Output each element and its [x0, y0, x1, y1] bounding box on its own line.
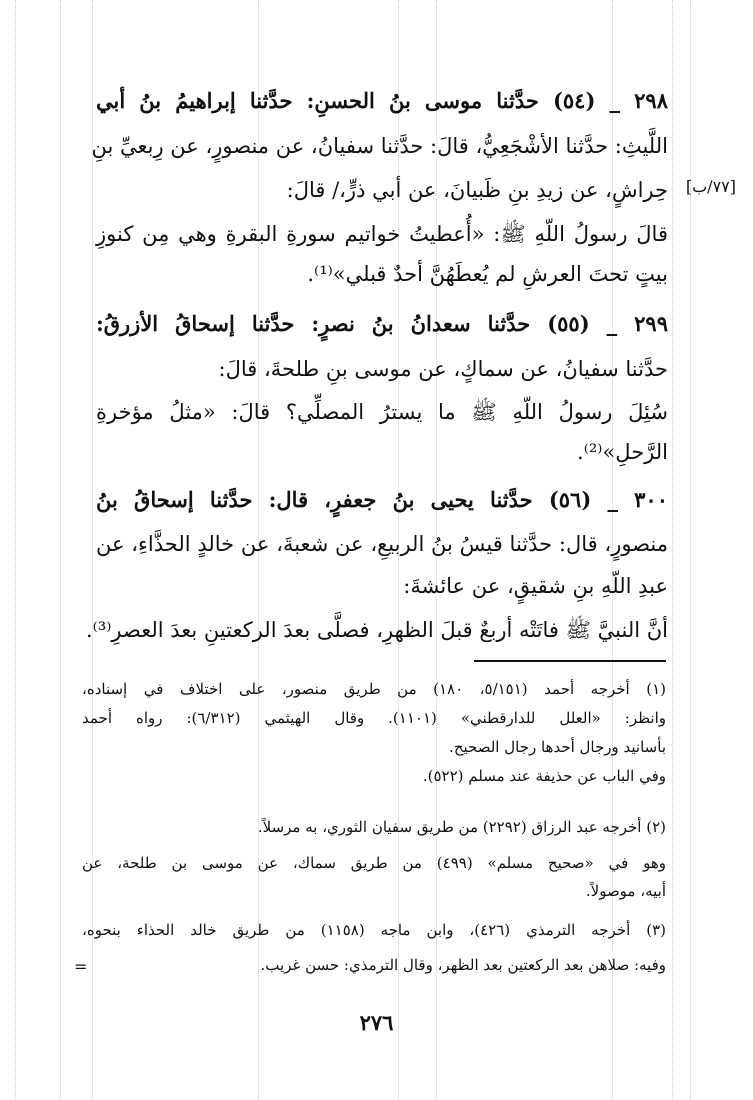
footnote-1-line-2: وانظر: «العلل للدارقطني» (١١٠١). وقال الهيثمي (٦/٣١٢): رواه أحمد — [82, 709, 666, 727]
footnote-2-line-3: أبيه، موصولاً. — [585, 882, 666, 900]
page-guide-line — [60, 0, 61, 1100]
footnote-1-line-4: وفي الباب عن حذيفة عند مسلم (٥٢٢). — [422, 767, 666, 785]
footnote-1-line-1: (١) أخرجه أحمد (٥/١٥١، ١٨٠) من طريق منصور، على اختلاف في إسناده، — [82, 680, 666, 698]
page-guide-line — [690, 0, 691, 1100]
hadith-300-matn: أنَّ النبيَّ ﷺ فاتَتْه أربعٌ قبلَ الظهرِ، فصلَّى بعدَ الركعتينِ بعدَ العصرِ⁽³⁾. — [85, 618, 668, 642]
hadith-299-line-2: حدَّثنا سفيانُ، عن سماكٍ، عن موسى بنِ طلحةَ، قالَ: — [218, 357, 668, 381]
hadith-299-matn-1: سُئِلَ رسولُ اللّهِ ﷺ ما يسترُ المصلِّي؟ قالَ: «مثلُ مؤخرةِ — [96, 400, 668, 424]
footnote-separator — [474, 660, 666, 662]
hadith-300-line-1: ٣٠٠ _ (٥٦) حدَّثنا يحيى بنُ جعفرٍ، قال: حدَّثنا إسحاقُ بنُ — [96, 487, 668, 512]
continuation-mark: = — [74, 957, 88, 976]
hadith-298-matn-1: قالَ رسولُ اللّهِ ﷺ: «أُعطيتُ خواتيم سورةِ البقرةِ وهي مِن كنوزِ — [96, 222, 668, 246]
hadith-300-line-2: منصورٍ، قال: حدَّثنا قيسُ بنُ الربيعِ، عن شعبةَ، عن خالدٍ الحذَّاءِ، عن — [96, 532, 668, 556]
footnote-3-line-1: (٣) أخرجه الترمذي (٤٢٦)، وابن ماجه (١١٥٨) من طريق خالد الحذاء بنحوه، — [82, 921, 666, 939]
footnote-2-line-1: (٢) أخرجه عبد الرزاق (٢٢٩٢) من طريق سفيان الثوري، به مرسلاً. — [257, 818, 666, 836]
hadith-300-line-3: عبدِ اللّهِ بنِ شقيقٍ، عن عائشةَ: — [403, 574, 668, 598]
footnote-1-line-3: بأسانيد ورجال أحدها رجال الصحيح. — [449, 738, 666, 756]
hadith-298-line-3: حِراشٍ، عن زيدِ بنِ ظَبيانَ، عن أبي ذرٍّ،/ قالَ: — [286, 178, 668, 202]
hadith-298-matn-2: بيتٍ تحتَ العرشِ لم يُعطَهُنَّ أحدٌ قبلي»⁽¹⁾. — [307, 262, 668, 286]
folio-margin-note: [٧٧/ب] — [685, 177, 736, 196]
hadith-298-line-2: اللَّيثِ: حدَّثنا الأشْجَعِيُّ، قالَ: حدَّثنا سفيانُ، عن منصورٍ، عن رِبعيِّ بنِ — [91, 134, 668, 158]
footnote-3-line-2: وفيه: صلاهن بعد الركعتين بعد الظهر، وقال الترمذي: حسن غريب. — [260, 956, 666, 974]
page-number: ٢٧٦ — [359, 1010, 394, 1035]
hadith-298-line-1: ٢٩٨ _ (٥٤) حدَّثنا موسى بنُ الحسنِ: حدَّثنا إبراهيمُ بنُ أبي — [96, 88, 668, 113]
footnote-2-line-2: وهو في «صحيح مسلم» (٤٩٩) من طريق سماك، عن موسى بن طلحة، عن — [82, 854, 666, 872]
hadith-299-matn-2: الرَّحلِ»⁽²⁾. — [577, 440, 668, 464]
page-guide-line — [15, 0, 16, 1100]
page-guide-line — [672, 0, 673, 1100]
hadith-299-line-1: ٢٩٩ _ (٥٥) حدَّثنا سعدانُ بنُ نصرٍ: حدَّثنا إسحاقُ الأزرقُ: — [96, 311, 668, 336]
